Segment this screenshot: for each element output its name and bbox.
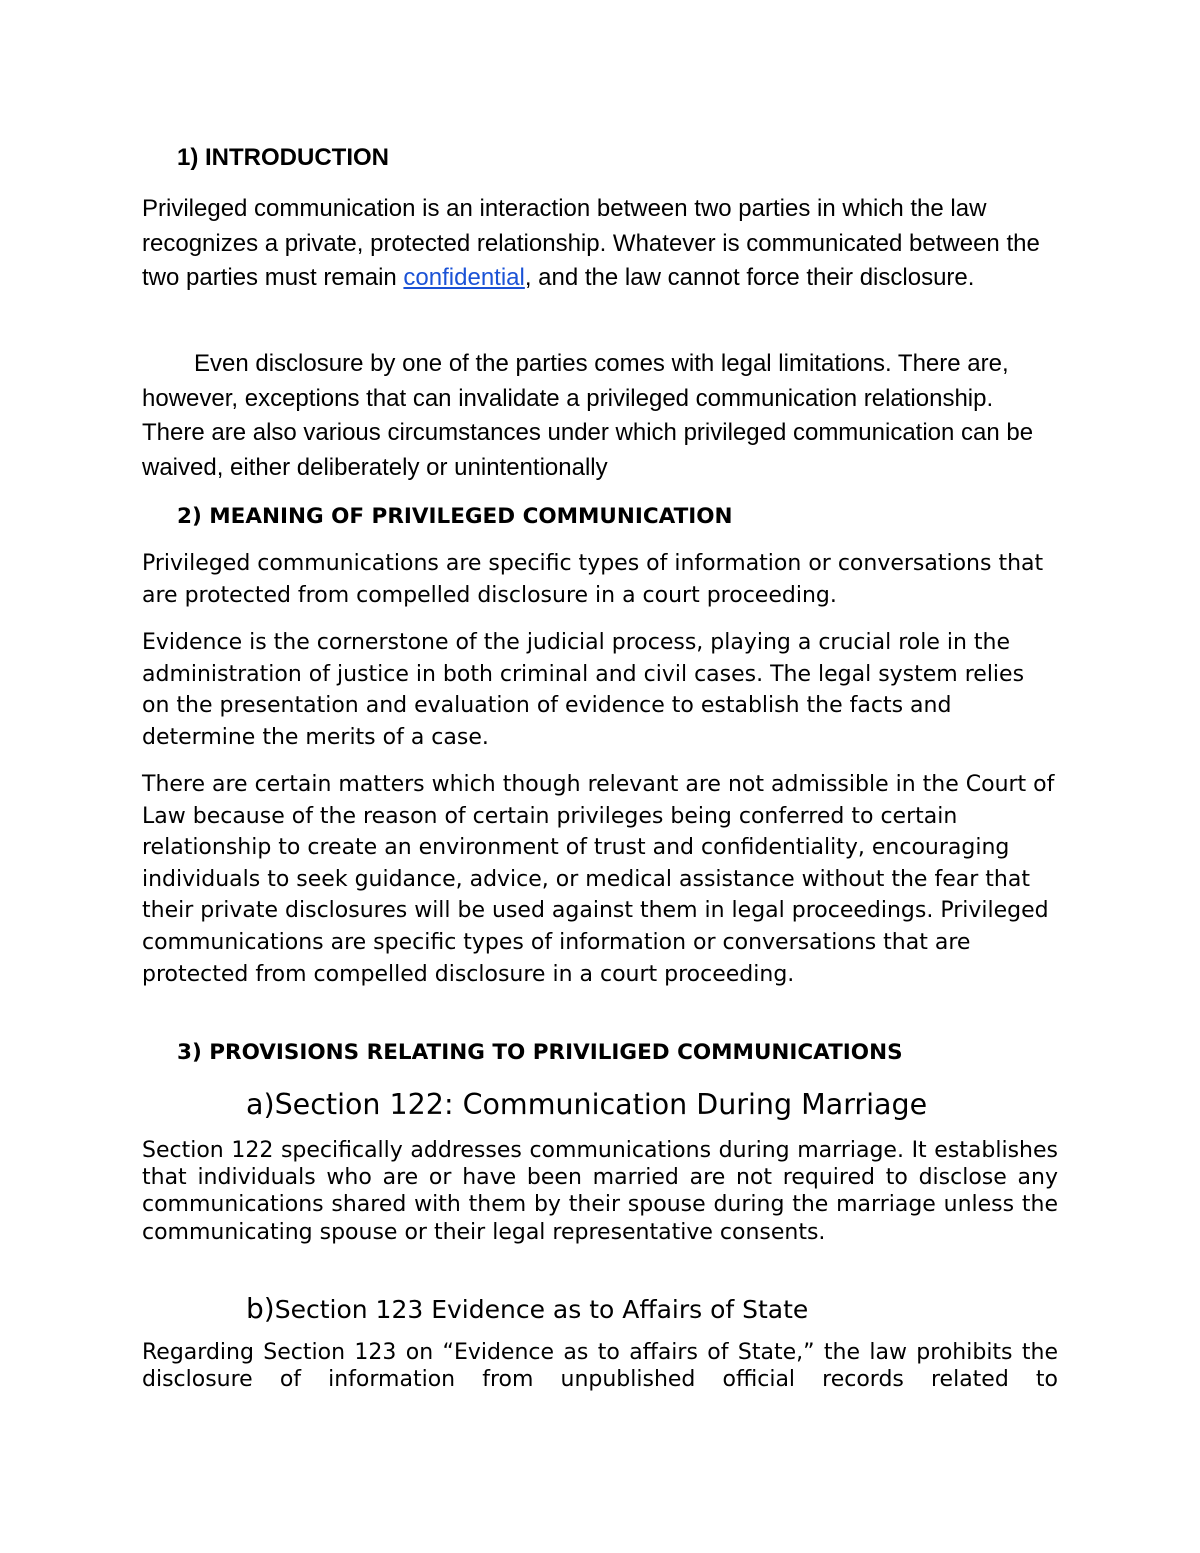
meaning-paragraph-3: There are certain matters which though relevant are not admissible in the Court of Law because of the reason of certain privileges being conferred to certain relationship to create an environment of trust and confidentiality, encouraging individuals to seek guidance, advice, or medical assistance without the fear that their private disclosures will be used against them in legal proceedings. Privileged communications are specific types of information or conversations that are protected from compelled disclosure in a court proceeding.	[142, 772, 1055, 987]
confidential-link[interactable]: confidential	[403, 264, 525, 292]
section-122-title: Section 122: Communication During Marriage	[274, 1088, 928, 1121]
intro-paragraph-1	[142, 192, 1058, 296]
section-123-heading	[246, 1293, 1162, 1326]
section-123-marker: b)	[246, 1292, 275, 1325]
section-122-heading	[246, 1087, 1162, 1123]
provisions-heading: 3) PROVISIONS RELATING TO PRIVILIGED COMMUNICATIONS	[177, 1040, 903, 1065]
meaning-paragraph-2: Evidence is the cornerstone of the judicial process, playing a crucial role in the administration of justice in both criminal and civil cases. The legal system relies on the presentation and evaluation of evidence to establish the facts and determine the merits of a case.	[142, 630, 1025, 750]
intro-paragraph-1-text: Privileged communication is an interaction between two parties in which the law recognizes a private, protected relationship. Whatever is communicated between the two parties must remain	[142, 195, 1040, 292]
meaning-paragraph-1: Privileged communications are specific types of information or conversations that are protected from compelled disclosure in a court proceeding.	[142, 551, 1044, 608]
section-122-marker: a)	[246, 1088, 275, 1121]
meaning-heading: 2) MEANING OF PRIVILEGED COMMUNICATION	[177, 504, 733, 529]
section-123-paragraph: Regarding Section 123 on “Evidence as to affairs of State,” the law prohibits the disclosure of information from unpublished official records related to	[142, 1340, 1058, 1393]
section-123-title: Section 123 Evidence as to Affairs of State	[274, 1295, 809, 1324]
intro-paragraph-1-text-end: , and the law cannot force their disclosure.	[524, 264, 975, 292]
intro-heading: 1) INTRODUCTION	[177, 144, 389, 171]
section-122-paragraph: Section 122 specifically addresses communications during marriage. It establishes that individuals who are or have been married are not required to disclose any communications shared with them by their spouse during the marriage unless the communicating spouse or their legal representative consents.	[142, 1138, 1058, 1245]
intro-paragraph-2: Even disclosure by one of the parties comes with legal limitations. There are, however, exceptions that can invalidate a privileged communication relationship. There are also various circumstances under which privileged communication can be waived, either deliberately or unintentionally	[142, 350, 1034, 482]
